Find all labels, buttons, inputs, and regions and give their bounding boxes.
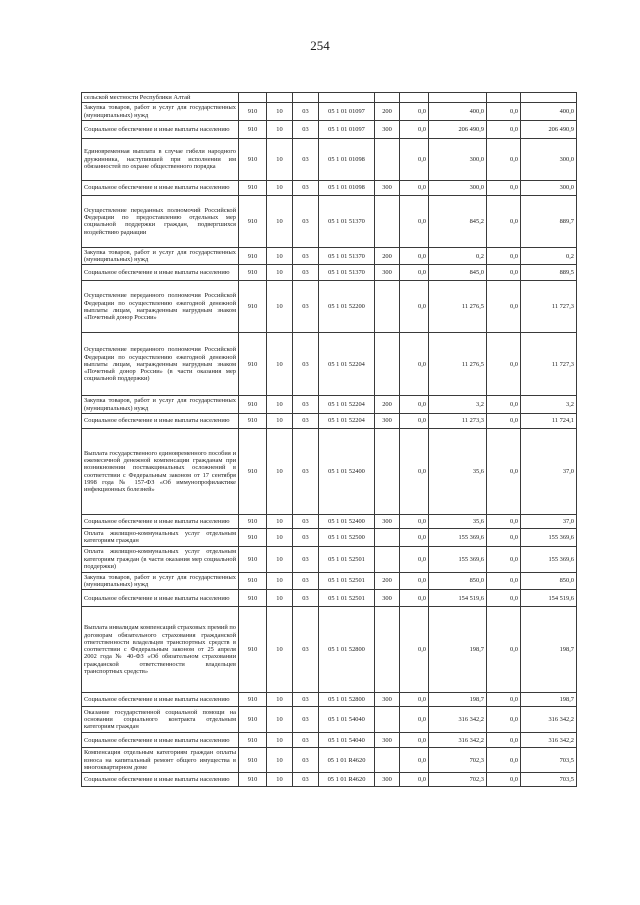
cell-name: Социальное обеспечение и иные выплаты населению bbox=[82, 693, 239, 707]
table-row bbox=[82, 590, 577, 607]
cell-subsection: 03 bbox=[293, 195, 319, 247]
cell-amount-2: 0,0 bbox=[487, 607, 521, 693]
cell-grbs: 910 bbox=[239, 529, 267, 547]
cell-amount-1: 845,2 bbox=[429, 195, 487, 247]
cell-amount-3: 11 727,3 bbox=[521, 333, 577, 396]
cell-target-article: 05 1 01 52204 bbox=[319, 333, 375, 396]
cell-section: 10 bbox=[267, 529, 293, 547]
cell-expense-type bbox=[375, 195, 400, 247]
cell-amount-2: 0,0 bbox=[487, 333, 521, 396]
cell-name: Социальное обеспечение и иные выплаты населению bbox=[82, 733, 239, 748]
cell-target-article: 05 1 01 54040 bbox=[319, 707, 375, 733]
table-row bbox=[82, 333, 577, 396]
cell-amount-3: 206 490,9 bbox=[521, 120, 577, 138]
cell-grbs: 910 bbox=[239, 414, 267, 429]
cell-amount-0: 0,0 bbox=[400, 529, 429, 547]
table-row bbox=[82, 414, 577, 429]
cell-amount-3: 155 369,6 bbox=[521, 546, 577, 572]
cell-amount-3: 889,5 bbox=[521, 265, 577, 281]
cell-subsection: 03 bbox=[293, 590, 319, 607]
cell-amount-2: 0,0 bbox=[487, 195, 521, 247]
cell-expense-type: 300 bbox=[375, 590, 400, 607]
cell-expense-type: 200 bbox=[375, 247, 400, 265]
table-row bbox=[82, 773, 577, 787]
cell-target-article: 05 1 01 51370 bbox=[319, 265, 375, 281]
cell-amount-2: 0,0 bbox=[487, 529, 521, 547]
cell-target-article: 05 1 01 52400 bbox=[319, 429, 375, 515]
cell-section: 10 bbox=[267, 247, 293, 265]
cell-section: 10 bbox=[267, 429, 293, 515]
cell-amount-3: 300,0 bbox=[521, 138, 577, 180]
cell-expense-type: 300 bbox=[375, 414, 400, 429]
cell-grbs: 910 bbox=[239, 773, 267, 787]
table-row bbox=[82, 93, 577, 103]
cell-name: Социальное обеспечение и иные выплаты населению bbox=[82, 590, 239, 607]
cell-amount-1: 35,6 bbox=[429, 515, 487, 529]
cell-amount-3: 198,7 bbox=[521, 607, 577, 693]
table-row bbox=[82, 396, 577, 414]
cell-subsection: 03 bbox=[293, 733, 319, 748]
cell-amount-0: 0,0 bbox=[400, 396, 429, 414]
cell-subsection: 03 bbox=[293, 748, 319, 773]
cell-grbs: 910 bbox=[239, 120, 267, 138]
cell-expense-type: 200 bbox=[375, 396, 400, 414]
cell-amount-1: 702,3 bbox=[429, 773, 487, 787]
cell-section: 10 bbox=[267, 748, 293, 773]
table-row bbox=[82, 607, 577, 693]
cell-subsection: 03 bbox=[293, 515, 319, 529]
cell-amount-3: 316 342,2 bbox=[521, 733, 577, 748]
cell-amount-2: 0,0 bbox=[487, 265, 521, 281]
budget-table bbox=[81, 92, 577, 787]
cell-expense-type bbox=[375, 748, 400, 773]
cell-expense-type: 300 bbox=[375, 693, 400, 707]
cell-subsection: 03 bbox=[293, 707, 319, 733]
cell-section: 10 bbox=[267, 396, 293, 414]
cell-amount-1: 198,7 bbox=[429, 607, 487, 693]
cell-amount-1: 702,3 bbox=[429, 748, 487, 773]
cell-target-article: 05 1 01 01098 bbox=[319, 138, 375, 180]
cell-name: Осуществление переданного полномочия Российской Федерации по осуществлению ежегодной денежной выплаты лицам, награжденным нагрудным знаком «Почетный донор России» bbox=[82, 281, 239, 333]
cell-amount-1: 11 276,5 bbox=[429, 333, 487, 396]
table-row bbox=[82, 429, 577, 515]
cell-amount-3: 11 727,3 bbox=[521, 281, 577, 333]
cell-amount-2: 0,0 bbox=[487, 429, 521, 515]
cell-amount-3: 3,2 bbox=[521, 396, 577, 414]
cell-amount-1: 400,0 bbox=[429, 103, 487, 121]
cell-target-article: 05 1 01 54040 bbox=[319, 733, 375, 748]
cell-section: 10 bbox=[267, 733, 293, 748]
cell-amount-3: 703,5 bbox=[521, 748, 577, 773]
cell-amount-3: 11 724,1 bbox=[521, 414, 577, 429]
cell-amount-0: 0,0 bbox=[400, 773, 429, 787]
cell-grbs: 910 bbox=[239, 265, 267, 281]
cell-section: 10 bbox=[267, 707, 293, 733]
cell-amount-3: 400,0 bbox=[521, 103, 577, 121]
cell-amount-0: 0,0 bbox=[400, 429, 429, 515]
cell-amount-3: 850,0 bbox=[521, 572, 577, 590]
cell-subsection: 03 bbox=[293, 138, 319, 180]
cell-amount-0: 0,0 bbox=[400, 733, 429, 748]
cell-section: 10 bbox=[267, 138, 293, 180]
cell-name: Социальное обеспечение и иные выплаты населению bbox=[82, 773, 239, 787]
cell-amount-0: 0,0 bbox=[400, 748, 429, 773]
cell-amount-2: 0,0 bbox=[487, 572, 521, 590]
cell-amount-1: 35,6 bbox=[429, 429, 487, 515]
table-row bbox=[82, 281, 577, 333]
cell-name: Оказание государственной социальной помощи на основании социального контракта отдельным категориям граждан bbox=[82, 707, 239, 733]
cell-amount-1 bbox=[429, 93, 487, 103]
cell-section: 10 bbox=[267, 572, 293, 590]
table-row bbox=[82, 546, 577, 572]
cell-grbs: 910 bbox=[239, 515, 267, 529]
cell-target-article: 05 1 01 52800 bbox=[319, 607, 375, 693]
cell-amount-0: 0,0 bbox=[400, 414, 429, 429]
cell-section: 10 bbox=[267, 180, 293, 195]
cell-name: Закупка товаров, работ и услуг для государственных (муниципальных) нужд bbox=[82, 247, 239, 265]
cell-amount-0: 0,0 bbox=[400, 707, 429, 733]
cell-subsection: 03 bbox=[293, 572, 319, 590]
cell-subsection: 03 bbox=[293, 414, 319, 429]
table-row bbox=[82, 515, 577, 529]
cell-name: Закупка товаров, работ и услуг для государственных (муниципальных) нужд bbox=[82, 396, 239, 414]
cell-amount-0: 0,0 bbox=[400, 590, 429, 607]
cell-amount-1: 154 519,6 bbox=[429, 590, 487, 607]
cell-target-article: 05 1 01 52500 bbox=[319, 529, 375, 547]
cell-amount-1: 206 490,9 bbox=[429, 120, 487, 138]
cell-grbs: 910 bbox=[239, 572, 267, 590]
cell-amount-3: 37,0 bbox=[521, 515, 577, 529]
cell-name: Оплата жилищно-коммунальных услуг отдельным категориям граждан bbox=[82, 529, 239, 547]
cell-grbs: 910 bbox=[239, 247, 267, 265]
cell-target-article bbox=[319, 93, 375, 103]
cell-amount-3: 703,5 bbox=[521, 773, 577, 787]
cell-amount-3: 0,2 bbox=[521, 247, 577, 265]
cell-amount-2: 0,0 bbox=[487, 138, 521, 180]
cell-name: Закупка товаров, работ и услуг для государственных (муниципальных) нужд bbox=[82, 572, 239, 590]
cell-target-article: 05 1 01 01097 bbox=[319, 103, 375, 121]
cell-target-article: 05 1 01 51370 bbox=[319, 195, 375, 247]
cell-expense-type: 200 bbox=[375, 103, 400, 121]
table-row bbox=[82, 529, 577, 547]
cell-grbs: 910 bbox=[239, 138, 267, 180]
cell-grbs: 910 bbox=[239, 281, 267, 333]
cell-grbs: 910 bbox=[239, 707, 267, 733]
table-row bbox=[82, 572, 577, 590]
cell-expense-type bbox=[375, 333, 400, 396]
cell-grbs bbox=[239, 93, 267, 103]
cell-section: 10 bbox=[267, 607, 293, 693]
table-row bbox=[82, 748, 577, 773]
cell-name: Закупка товаров, работ и услуг для государственных (муниципальных) нужд bbox=[82, 103, 239, 121]
cell-amount-2: 0,0 bbox=[487, 707, 521, 733]
cell-target-article: 05 1 01 52800 bbox=[319, 693, 375, 707]
cell-grbs: 910 bbox=[239, 396, 267, 414]
cell-subsection: 03 bbox=[293, 247, 319, 265]
cell-name: Социальное обеспечение и иные выплаты населению bbox=[82, 265, 239, 281]
cell-amount-1: 300,0 bbox=[429, 138, 487, 180]
cell-target-article: 05 1 01 R4620 bbox=[319, 773, 375, 787]
cell-target-article: 05 1 01 52200 bbox=[319, 281, 375, 333]
cell-expense-type bbox=[375, 707, 400, 733]
cell-expense-type: 300 bbox=[375, 265, 400, 281]
cell-amount-3: 889,7 bbox=[521, 195, 577, 247]
cell-amount-2: 0,0 bbox=[487, 103, 521, 121]
cell-amount-0: 0,0 bbox=[400, 546, 429, 572]
cell-amount-2: 0,0 bbox=[487, 414, 521, 429]
cell-grbs: 910 bbox=[239, 733, 267, 748]
cell-amount-3: 37,0 bbox=[521, 429, 577, 515]
cell-subsection: 03 bbox=[293, 333, 319, 396]
cell-amount-1: 198,7 bbox=[429, 693, 487, 707]
cell-amount-1: 845,0 bbox=[429, 265, 487, 281]
cell-target-article: 05 1 01 52400 bbox=[319, 515, 375, 529]
cell-grbs: 910 bbox=[239, 693, 267, 707]
cell-name: Компенсация отдельным категориям граждан оплаты взноса на капитальный ремонт общего имущества в многоквартирном доме bbox=[82, 748, 239, 773]
cell-grbs: 910 bbox=[239, 546, 267, 572]
cell-expense-type: 300 bbox=[375, 120, 400, 138]
table-row bbox=[82, 247, 577, 265]
cell-subsection: 03 bbox=[293, 103, 319, 121]
cell-section: 10 bbox=[267, 120, 293, 138]
cell-section: 10 bbox=[267, 515, 293, 529]
cell-grbs: 910 bbox=[239, 180, 267, 195]
cell-expense-type: 200 bbox=[375, 572, 400, 590]
cell-amount-2: 0,0 bbox=[487, 120, 521, 138]
cell-amount-1: 155 369,6 bbox=[429, 546, 487, 572]
cell-grbs: 910 bbox=[239, 195, 267, 247]
cell-amount-3: 316 342,2 bbox=[521, 707, 577, 733]
cell-amount-2: 0,0 bbox=[487, 281, 521, 333]
cell-amount-1: 11 273,3 bbox=[429, 414, 487, 429]
cell-amount-2: 0,0 bbox=[487, 748, 521, 773]
cell-expense-type bbox=[375, 281, 400, 333]
cell-grbs: 910 bbox=[239, 748, 267, 773]
cell-subsection: 03 bbox=[293, 396, 319, 414]
cell-subsection: 03 bbox=[293, 607, 319, 693]
cell-expense-type: 300 bbox=[375, 515, 400, 529]
cell-subsection: 03 bbox=[293, 693, 319, 707]
cell-target-article: 05 1 01 01097 bbox=[319, 120, 375, 138]
cell-amount-3: 154 519,6 bbox=[521, 590, 577, 607]
table-row bbox=[82, 707, 577, 733]
cell-amount-0: 0,0 bbox=[400, 607, 429, 693]
cell-amount-0: 0,0 bbox=[400, 103, 429, 121]
cell-amount-0: 0,0 bbox=[400, 247, 429, 265]
cell-subsection: 03 bbox=[293, 529, 319, 547]
cell-name: Оплата жилищно-коммунальных услуг отдельным категориям граждан (в части оказания мер социальной поддержки) bbox=[82, 546, 239, 572]
table-row bbox=[82, 693, 577, 707]
cell-subsection: 03 bbox=[293, 281, 319, 333]
cell-name: Социальное обеспечение и иные выплаты населению bbox=[82, 414, 239, 429]
cell-subsection: 03 bbox=[293, 265, 319, 281]
cell-amount-3: 198,7 bbox=[521, 693, 577, 707]
cell-subsection: 03 bbox=[293, 180, 319, 195]
cell-subsection: 03 bbox=[293, 120, 319, 138]
cell-expense-type: 300 bbox=[375, 773, 400, 787]
table-row bbox=[82, 180, 577, 195]
cell-amount-0: 0,0 bbox=[400, 138, 429, 180]
cell-amount-0: 0,0 bbox=[400, 180, 429, 195]
cell-target-article: 05 1 01 R4620 bbox=[319, 748, 375, 773]
cell-target-article: 05 1 01 01098 bbox=[319, 180, 375, 195]
cell-amount-2: 0,0 bbox=[487, 693, 521, 707]
cell-amount-2 bbox=[487, 93, 521, 103]
cell-section: 10 bbox=[267, 590, 293, 607]
table-row bbox=[82, 138, 577, 180]
table-body bbox=[82, 93, 577, 787]
cell-amount-2: 0,0 bbox=[487, 515, 521, 529]
cell-section bbox=[267, 93, 293, 103]
cell-amount-0: 0,0 bbox=[400, 281, 429, 333]
cell-subsection: 03 bbox=[293, 773, 319, 787]
cell-amount-0: 0,0 bbox=[400, 572, 429, 590]
cell-amount-1: 316 342,2 bbox=[429, 733, 487, 748]
cell-subsection bbox=[293, 93, 319, 103]
cell-amount-3 bbox=[521, 93, 577, 103]
cell-amount-2: 0,0 bbox=[487, 733, 521, 748]
cell-amount-0: 0,0 bbox=[400, 265, 429, 281]
cell-expense-type bbox=[375, 138, 400, 180]
cell-name: Социальное обеспечение и иные выплаты населению bbox=[82, 120, 239, 138]
cell-name: Единовременная выплата в случае гибели народного дружинника, наступившей при исполнении им обязанностей по охране общественного порядка bbox=[82, 138, 239, 180]
cell-expense-type bbox=[375, 546, 400, 572]
cell-section: 10 bbox=[267, 414, 293, 429]
cell-target-article: 05 1 01 52501 bbox=[319, 590, 375, 607]
cell-grbs: 910 bbox=[239, 103, 267, 121]
cell-amount-1: 300,0 bbox=[429, 180, 487, 195]
cell-name: Социальное обеспечение и иные выплаты населению bbox=[82, 180, 239, 195]
cell-name: сельской местности Республики Алтай bbox=[82, 93, 239, 103]
cell-amount-1: 850,0 bbox=[429, 572, 487, 590]
cell-subsection: 03 bbox=[293, 429, 319, 515]
cell-amount-2: 0,0 bbox=[487, 546, 521, 572]
cell-name: Осуществление переданного полномочия Российской Федерации по осуществлению ежегодной денежной выплаты лицам, награжденным нагрудным знаком «Почетный донор России» (в части оказания мер социальной поддержки) bbox=[82, 333, 239, 396]
cell-section: 10 bbox=[267, 546, 293, 572]
table-row bbox=[82, 120, 577, 138]
cell-section: 10 bbox=[267, 773, 293, 787]
cell-amount-0: 0,0 bbox=[400, 120, 429, 138]
cell-section: 10 bbox=[267, 693, 293, 707]
cell-target-article: 05 1 01 51370 bbox=[319, 247, 375, 265]
cell-section: 10 bbox=[267, 281, 293, 333]
table-row bbox=[82, 733, 577, 748]
cell-amount-1: 316 342,2 bbox=[429, 707, 487, 733]
cell-amount-0: 0,0 bbox=[400, 693, 429, 707]
cell-amount-2: 0,0 bbox=[487, 773, 521, 787]
cell-amount-2: 0,0 bbox=[487, 180, 521, 195]
cell-amount-1: 11 276,5 bbox=[429, 281, 487, 333]
cell-expense-type bbox=[375, 429, 400, 515]
cell-amount-0: 0,0 bbox=[400, 515, 429, 529]
cell-target-article: 05 1 01 52204 bbox=[319, 396, 375, 414]
table-row bbox=[82, 103, 577, 121]
cell-amount-1: 3,2 bbox=[429, 396, 487, 414]
cell-target-article: 05 1 01 52501 bbox=[319, 546, 375, 572]
cell-section: 10 bbox=[267, 103, 293, 121]
cell-name: Осуществление переданных полномочий Российской Федерации по предоставлению отдельных мер социальной поддержки граждан, подвергшихся воздействию радиации bbox=[82, 195, 239, 247]
cell-target-article: 05 1 01 52204 bbox=[319, 414, 375, 429]
cell-grbs: 910 bbox=[239, 429, 267, 515]
cell-expense-type bbox=[375, 529, 400, 547]
cell-amount-0: 0,0 bbox=[400, 195, 429, 247]
cell-expense-type bbox=[375, 93, 400, 103]
cell-amount-2: 0,0 bbox=[487, 590, 521, 607]
cell-amount-1: 155 369,6 bbox=[429, 529, 487, 547]
cell-amount-2: 0,0 bbox=[487, 247, 521, 265]
cell-amount-1: 0,2 bbox=[429, 247, 487, 265]
table-row bbox=[82, 265, 577, 281]
table-row bbox=[82, 195, 577, 247]
cell-amount-3: 155 369,6 bbox=[521, 529, 577, 547]
cell-grbs: 910 bbox=[239, 333, 267, 396]
cell-amount-0 bbox=[400, 93, 429, 103]
cell-amount-0: 0,0 bbox=[400, 333, 429, 396]
cell-grbs: 910 bbox=[239, 607, 267, 693]
cell-section: 10 bbox=[267, 195, 293, 247]
cell-subsection: 03 bbox=[293, 546, 319, 572]
cell-name: Социальное обеспечение и иные выплаты населению bbox=[82, 515, 239, 529]
cell-amount-2: 0,0 bbox=[487, 396, 521, 414]
cell-amount-3: 300,0 bbox=[521, 180, 577, 195]
page-number: 254 bbox=[310, 38, 330, 53]
cell-expense-type: 300 bbox=[375, 180, 400, 195]
cell-expense-type: 300 bbox=[375, 733, 400, 748]
cell-target-article: 05 1 01 52501 bbox=[319, 572, 375, 590]
cell-name: Выплата государственного единовременного пособия и ежемесячной денежной компенсации гражданам при возникновении поствакцинальных осложнений в соответствии с Федеральным законом от 17 сентября 1998 года № 157-ФЗ «Об иммунопрофилактике инфекционных болезней» bbox=[82, 429, 239, 515]
cell-expense-type bbox=[375, 607, 400, 693]
cell-grbs: 910 bbox=[239, 590, 267, 607]
cell-section: 10 bbox=[267, 265, 293, 281]
cell-name: Выплата инвалидам компенсаций страховых премий по договорам обязательного страхования гражданской ответственности владельцев транспортных средств в соответствии с Федеральным законом от 25 апреля 2002 года № 40-ФЗ «Об обязательном страховании гражданской ответственности владельцев транспортных средств» bbox=[82, 607, 239, 693]
cell-section: 10 bbox=[267, 333, 293, 396]
